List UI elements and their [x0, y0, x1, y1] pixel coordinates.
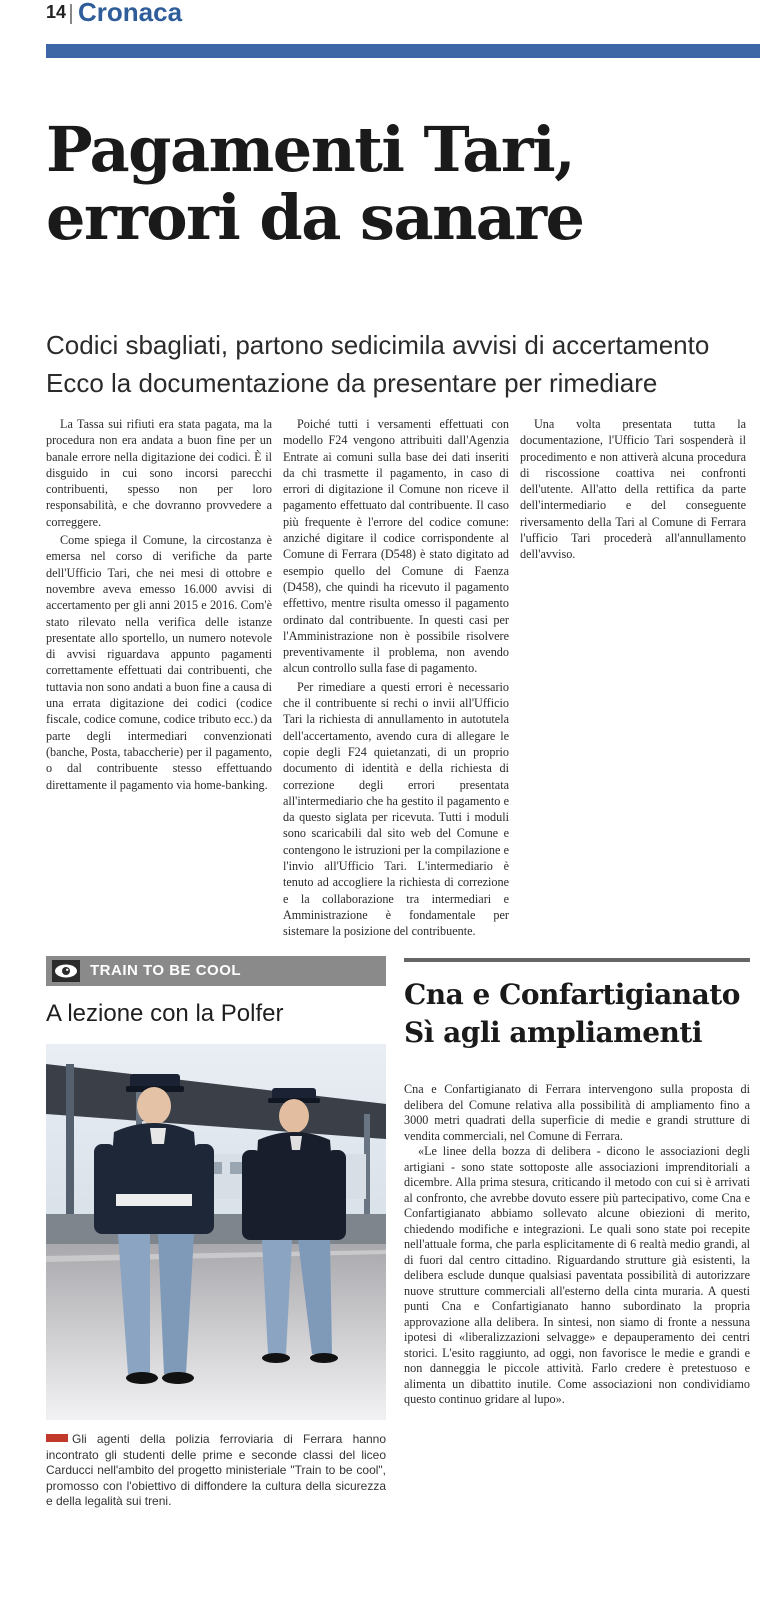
police-photo: [46, 1044, 386, 1420]
photo-caption: [46, 1432, 386, 1510]
second-headline: [404, 976, 750, 1052]
second-article-body: [404, 1082, 750, 1408]
subtitle-line-2: Ecco la documentazione da presentare per rimediare: [46, 368, 658, 398]
paragraph: Per rimediare a questi errori è necessario che il contribuente si rechi o invii all'Ufficio Tari la richiesta di annullamento in autotutela dell'accertamento, avendo cura di allegare le copie degli F24 quietanzati, di un proprio documento di identità e della richiesta di correzione degli errori presentata all'intermediario che ha gestito il pagamento e da questo siglata per ricevuta. Tutti i moduli sono scaricabili dal sito web del Comune e contengono le istruzioni per la compilazione e l'invio all'Ufficio Tari. L'intermediario è tenuto ad accogliere la richiesta di correzione e la collaborazione tra intermediari e Amministrazione è fondamentale per sistemare la posizione del contribuente.: [283, 679, 509, 939]
header-separator: [70, 4, 72, 24]
article-column-1: [46, 416, 272, 928]
sidebar-label-text: TRAIN TO BE COOL: [90, 962, 242, 979]
caption-text: Gli agenti della polizia ferroviaria di Ferrara hanno incontrato gli studenti delle prime e seconde classi del liceo Carducci nell'ambito del progetto ministeriale "Train to be cool", promosso con l'obiettivo di diffondere la cultura della sicurezza e della legalità sui treni.: [46, 1432, 386, 1509]
section-name: Cronaca: [78, 0, 183, 27]
paragraph: Una volta presentata tutta la documentazione, l'Ufficio Tari sospenderà il procedimento e non attiverà alcuna procedura di riscossione coattiva nei confronti dell'utente. All'atto della rettifica da parte dell'intermediario e del conseguente riversamento della Tari al Comune di Ferrara l'ufficio Tari procederà all'annullamento dell'avviso.: [520, 417, 746, 562]
sidebar-title: A lezione con la Polfer: [46, 1000, 284, 1027]
paragraph: Cna e Confartigianato di Ferrara intervengono sulla proposta di delibera del Comune relativa alla possibilità di ampliamento fino a 3000 metri quadrati della superficie di medie e grandi strutture di vendita commerciali, nel Comune di Ferrara.: [404, 1082, 750, 1143]
header-rule: [46, 44, 760, 58]
article-column-3: [520, 416, 746, 928]
paragraph: «Le linee della bozza di delibera - dicono le associazioni degli artigiani - sono state sottoposte alle associazioni imprenditoriali a dicembre. Alla prima stesura, criticando il metodo con cui si è arrivati al confronto, che avrebbe dovuto essere più partecipativo, come Cna e Confartigianato abbiamo sollevato alcune obiezioni di merito, chiedendo modifiche e integrazioni. Le quali sono state poi recepite nell'attuale forma, che parla esplicitamente di 6 realtà medio grandi, al di fuori dal centro cittadino. Riguardando strutture già esistenti, la delibera esclude dunque qualsiasi paventata possibilità di autorizzare nuove strutture commerciali all'esterno della cinta muraria. A questi punti Cna e Confartigianato hanno subordinato la propria approvazione alla delibera. In sintesi, non siamo di fronte a nessuna ipotesi di «liberalizzazioni selvagge» e depauperamento dei centri storici. L'esito raggiunto, ad oggi, non favorisce le medie e grandi e non danneggia le piccole attività. Farlo credere è pretestuoso e alimenta un dibattito inutile. Come associazioni non condividiamo questo continuo gridare al lupo».: [404, 1144, 750, 1406]
second-headline-line-2: Sì agli ampliamenti: [404, 1016, 702, 1049]
article-body: [46, 416, 746, 939]
headline-line-1: Pagamenti Tari,: [46, 113, 575, 186]
headline-line-2: errori da sanare: [46, 181, 584, 254]
headline: [46, 113, 746, 254]
paragraph: Come spiega il Comune, la circostanza è emersa nel corso di verifiche da parte dell'Ufficio Tari, che nei mesi di ottobre e novembre aveva emesso 16.000 avvisi di accertamento per gli anni 2015 e 2016. Com'è stato rilevato nella verifica delle istanze presentate allo sportello, un numero notevole di avvisi riguardava appunto pagamenti correttamente effettuati dai contribuenti, che tuttavia non sono andati a buon fine a causa di una errata digitazione dei codici (codice fiscale, codice comune, codice tributo ecc.) da parte degli intermediari convenzionati (banche, Posta, tabaccherie) per il pagamento, o dal contribuente stesso effettuando direttamente il pagamento via home-banking.: [46, 533, 272, 792]
subtitle-line-1: Codici sbagliati, partono sedicimila avvisi di accertamento: [46, 330, 710, 360]
paragraph: La Tassa sui rifiuti era stata pagata, ma la procedura non era andata a buon fine per un banale errore nella digitazione dei codici. È il disguido in cui sono incorsi parecchi contribuenti, spesso non per loro responsabilità, e che dovranno provvedere a correggere.: [46, 417, 272, 529]
page-number: 14: [46, 2, 67, 22]
eye-icon: [52, 960, 80, 982]
article-column-2: [283, 416, 509, 939]
second-headline-line-1: Cna e Confartigianato: [404, 978, 740, 1011]
page-header: [46, 0, 760, 44]
subtitle: [46, 326, 746, 402]
sidebar-label: [46, 956, 386, 986]
paragraph: Poiché tutti i versamenti effettuati con modello F24 vengono attribuiti dall'Agenzia Entrate ai comuni sulla base dei dati inseriti da chi trasmette il pagamento, in caso di errori di digitazione il Comune non riceve il pagamento effettuato dal contribuente. Il caso più frequente è l'errore del codice comune: anziché digitare il codice corrispondente al Comune di Ferrara (D548) è stato digitato ad esempio quello del Comune di Faenza (D458), che quindi ha ricevuto il pagamento effettivo, mentre risulta omesso il pagamento ordinato dal contribuente. In questi casi per l'Amministrazione non è possibile risolvere preventivamente il problema, non avendo alcun controllo sulla fase di pagamento.: [283, 417, 509, 676]
second-article-rule: [404, 958, 750, 962]
caption-marker: [46, 1434, 68, 1442]
